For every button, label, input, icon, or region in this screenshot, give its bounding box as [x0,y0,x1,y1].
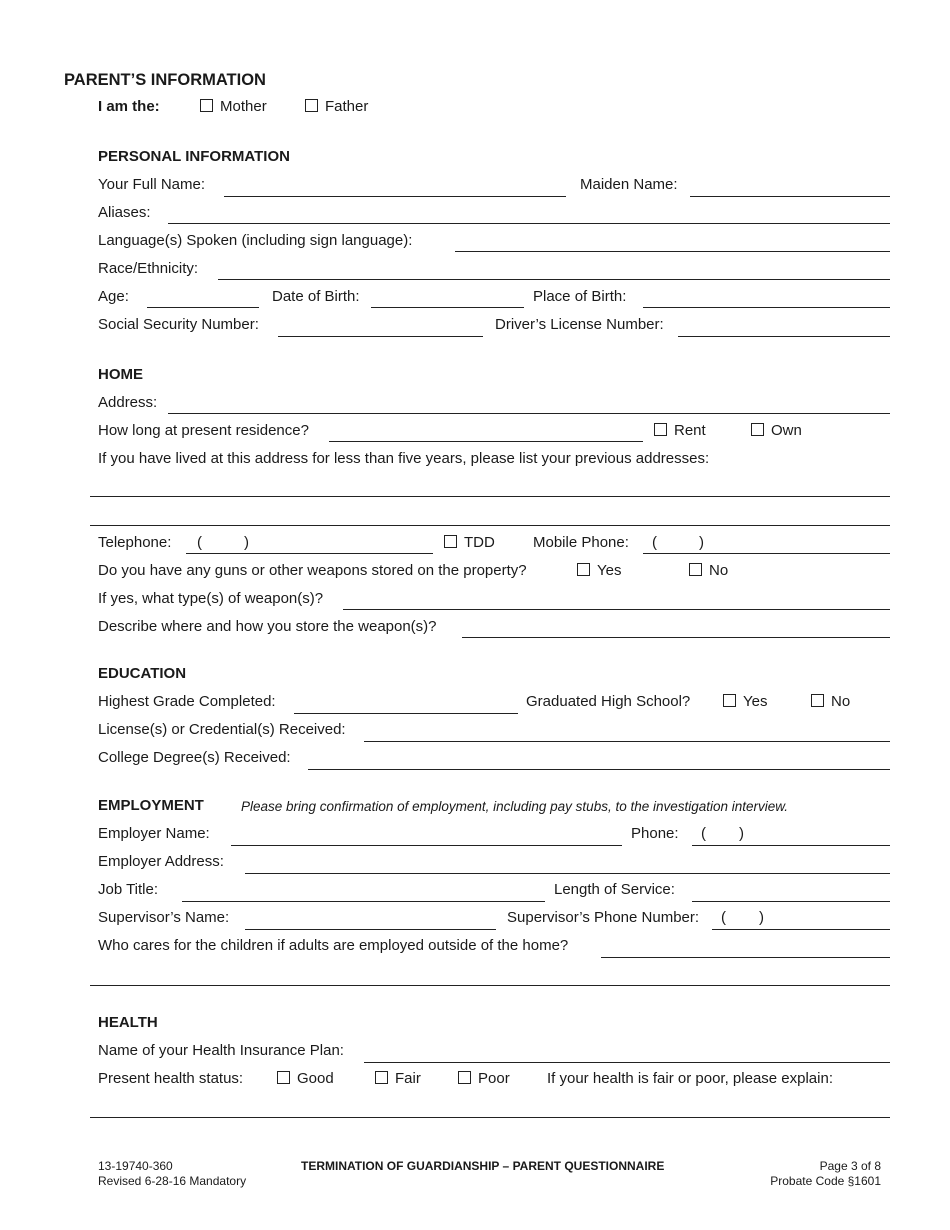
job-title-field[interactable] [182,901,545,902]
form-number: 13-19740-360 [98,1159,173,1173]
mobile-paren-close: ) [699,534,704,551]
college-field[interactable] [308,769,890,770]
childcare-label: Who cares for the children if adults are employed outside of the home? [98,937,569,954]
how-long-label: How long at present residence? [98,422,309,439]
how-long-field[interactable] [329,441,643,442]
insurance-label: Name of your Health Insurance Plan: [98,1042,344,1059]
supervisor-phone-paren-open: ( [721,909,726,926]
graduated-yes-checkbox[interactable] [723,694,736,707]
weapon-type-field[interactable] [343,609,890,610]
age-field[interactable] [147,307,259,308]
full-name-label: Your Full Name: [98,176,205,193]
full-name-field[interactable] [224,196,566,197]
pob-field[interactable] [643,307,890,308]
previous-addresses-label: If you have lived at this address for less than five years, please list your previous addresses: [98,450,710,467]
graduated-no-label: No [831,693,851,710]
employer-name-field[interactable] [231,845,622,846]
pob-label: Place of Birth: [533,288,627,305]
mobile-paren-open: ( [652,534,657,551]
supervisor-phone-label: Supervisor’s Phone Number: [507,909,700,926]
guns-yes-label: Yes [597,562,622,579]
health-poor-checkbox[interactable] [458,1071,471,1084]
graduated-no-checkbox[interactable] [811,694,824,707]
address-label: Address: [98,394,158,411]
weapon-storage-field[interactable] [462,637,890,638]
race-field[interactable] [218,279,890,280]
mother-checkbox[interactable] [200,99,213,112]
page-number: Page 3 of 8 [819,1159,881,1173]
license-field[interactable] [364,741,890,742]
mobile-phone-field[interactable] [643,553,890,554]
job-title-label: Job Title: [98,881,159,898]
form-title: TERMINATION OF GUARDIANSHIP – PARENT QUESTIONNAIRE [301,1159,665,1173]
health-heading: HEALTH [98,1014,158,1031]
rent-label: Rent [674,422,706,439]
i-am-label: I am the: [98,98,160,115]
revised-date: Revised 6-28-16 Mandatory [98,1174,247,1188]
tdd-label: TDD [464,534,495,551]
employment-note: Please bring confirmation of employment, including pay stubs, to the investigation interview. [241,799,789,814]
length-field[interactable] [692,901,890,902]
employer-phone-paren-close: ) [739,825,744,842]
employer-phone-paren-open: ( [701,825,706,842]
guns-no-label: No [709,562,729,579]
health-explain-label: If your health is fair or poor, please explain: [547,1070,833,1087]
health-good-checkbox[interactable] [277,1071,290,1084]
license-label: License(s) or Credential(s) Received: [98,721,346,738]
telephone-paren-open: ( [197,534,202,551]
weapon-storage-label: Describe where and how you store the weapon(s)? [98,618,437,635]
aliases-label: Aliases: [98,204,151,221]
health-status-label: Present health status: [98,1070,244,1087]
college-label: College Degree(s) Received: [98,749,291,766]
dln-field[interactable] [678,336,890,337]
employer-phone-label: Phone: [631,825,679,842]
age-label: Age: [98,288,129,305]
page-title: PARENT’S INFORMATION [64,71,266,89]
own-checkbox[interactable] [751,423,764,436]
aliases-field[interactable] [168,223,890,224]
previous-address-line-2[interactable] [90,525,890,526]
health-poor-label: Poor [478,1070,510,1087]
length-label: Length of Service: [554,881,675,898]
supervisor-phone-paren-close: ) [759,909,764,926]
telephone-paren-close: ) [244,534,249,551]
race-label: Race/Ethnicity: [98,260,199,277]
father-checkbox[interactable] [305,99,318,112]
health-explain-field[interactable] [90,1117,890,1118]
childcare-field[interactable] [601,957,890,958]
employer-address-field[interactable] [245,873,890,874]
dob-field[interactable] [371,307,524,308]
ssn-label: Social Security Number: [98,316,259,333]
address-field[interactable] [168,413,890,414]
telephone-field[interactable] [186,553,433,554]
guns-yes-checkbox[interactable] [577,563,590,576]
health-good-label: Good [297,1070,334,1087]
grade-field[interactable] [294,713,518,714]
supervisor-phone-field[interactable] [712,929,890,930]
insurance-field[interactable] [364,1062,890,1063]
supervisor-name-field[interactable] [245,929,496,930]
graduated-yes-label: Yes [743,693,768,710]
telephone-label: Telephone: [98,534,172,551]
previous-address-line-1[interactable] [90,496,890,497]
home-heading: HOME [98,366,143,383]
dln-label: Driver’s License Number: [495,316,664,333]
father-label: Father [325,98,369,115]
languages-label: Language(s) Spoken (including sign language): [98,232,413,249]
probate-code: Probate Code §1601 [770,1174,881,1188]
weapon-type-label: If yes, what type(s) of weapon(s)? [98,590,324,607]
employer-name-label: Employer Name: [98,825,210,842]
maiden-name-field[interactable] [690,196,890,197]
employer-phone-field[interactable] [692,845,890,846]
own-label: Own [771,422,802,439]
mobile-phone-label: Mobile Phone: [533,534,629,551]
maiden-name-label: Maiden Name: [580,176,678,193]
dob-label: Date of Birth: [272,288,360,305]
childcare-field-line-2[interactable] [90,985,890,986]
employer-address-label: Employer Address: [98,853,224,870]
tdd-checkbox[interactable] [444,535,457,548]
health-fair-checkbox[interactable] [375,1071,388,1084]
employment-heading: EMPLOYMENT [98,797,204,814]
ssn-field[interactable] [278,336,483,337]
languages-field[interactable] [455,251,890,252]
personal-heading: PERSONAL INFORMATION [98,148,290,165]
health-fair-label: Fair [395,1070,421,1087]
rent-checkbox[interactable] [654,423,667,436]
grade-label: Highest Grade Completed: [98,693,276,710]
mother-label: Mother [220,98,267,115]
graduated-label: Graduated High School? [526,693,691,710]
education-heading: EDUCATION [98,665,187,682]
guns-no-checkbox[interactable] [689,563,702,576]
supervisor-name-label: Supervisor’s Name: [98,909,230,926]
guns-question: Do you have any guns or other weapons stored on the property? [98,562,527,579]
